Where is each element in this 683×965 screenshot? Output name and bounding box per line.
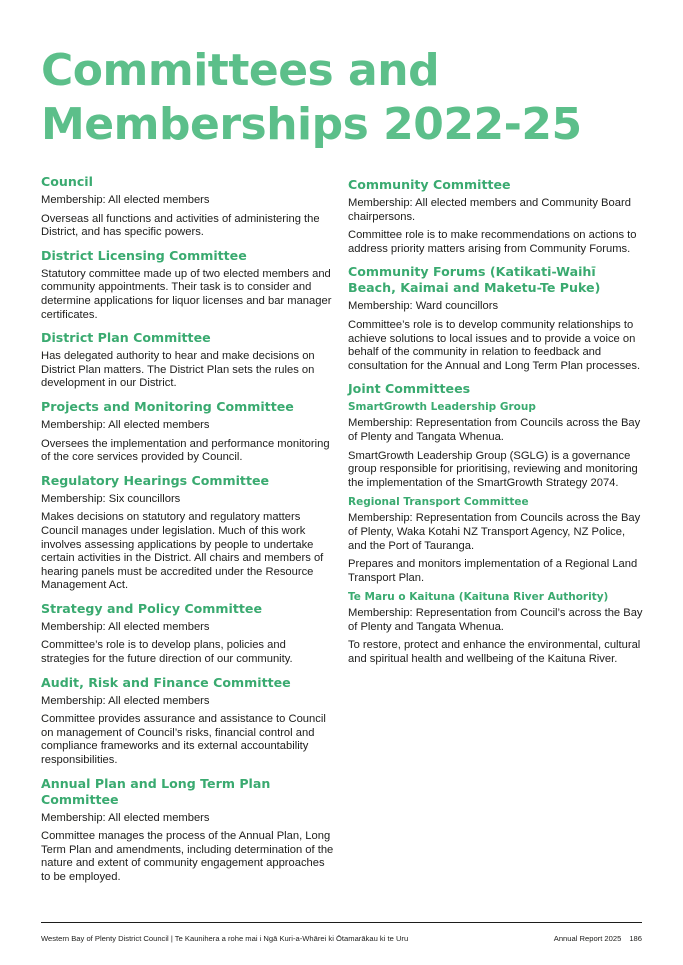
committee-text: Membership: All elected members [41, 194, 210, 206]
joint-group-text: SmartGrowth Leadership Group (SGLG) is a governance group responsible for prioritising, reviewing and monitoring the implementation of the SmartGrowth Strategy 2074. [348, 449, 638, 489]
committee-heading: District Licensing Committee [41, 247, 247, 263]
committee-text: Committee provides assurance and assistance to Council on management of Council’s risks, financial control and compliance frameworks and its external accountability responsibilities. [41, 713, 326, 767]
committee-text: Membership: All elected members [41, 620, 210, 633]
committee-district-plan [41, 330, 337, 391]
committee-community-forums [348, 264, 643, 373]
committee-text: Membership: All elected members [41, 811, 210, 824]
committee-text: Committee’s role is to develop plans, policies and strategies for the future direction of our community. [41, 639, 293, 666]
committee-text: Makes decisions on statutory and regulatory matters Council manages under legislation. Much of this work involves assessing applications by people to undertake certain activities in the District. All chairs and members of hearing panels must be accredited under the Resource Management Act. [41, 511, 324, 592]
committee-heading: Annual Plan and Long Term Plan Committee [41, 775, 271, 807]
committee-projects-monitoring [41, 399, 337, 465]
committee-heading: District Plan Committee [41, 330, 211, 346]
committee-annual-long-term-plan [41, 776, 337, 885]
committee-text: Committee’s role is to develop community relationships to achieve solutions to local issues and to provide a voice on behalf of the community in relation to feedback and consultation for the Annual and Long Term Plan processes. [348, 318, 641, 372]
page-number: 186 [629, 934, 642, 943]
joint-group-text: Membership: Representation from Councils across the Bay of Plenty and Tangata Whenua. [348, 417, 641, 443]
committee-heading: Projects and Monitoring Committee [41, 398, 294, 414]
left-column [41, 174, 337, 893]
joint-group-text: Membership: Representation from Councils across the Bay of Plenty, Waka Kotahi NZ Transport Agency, NZ Police, and the Port of Tauranga. [348, 512, 641, 552]
joint-group-heading: Te Maru o Kaituna (Kaituna River Authority) [348, 591, 609, 604]
committee-audit-risk-finance [41, 675, 337, 768]
joint-group-te-maru-o-kaituna [348, 591, 643, 666]
page-title-line-1: Committees and [41, 45, 440, 96]
committee-text: Membership: All elected members and Community Board chairpersons. [348, 197, 631, 223]
joint-group-smartgrowth [348, 401, 643, 490]
footer-report-info [554, 934, 642, 944]
joint-committees-heading: Joint Committees [348, 381, 471, 397]
committee-community [348, 177, 643, 256]
committee-heading: Community Forums (Katikati-Waihī Beach, Kaimai and Maketu-Te Puke) [348, 264, 601, 296]
committee-text: Statutory committee made up of two elected members and community appointments. Their task is to consider and determine applications for liquor licenses and bar manager certificates. [41, 267, 332, 321]
committee-heading: Regulatory Hearings Committee [41, 472, 270, 488]
committee-text: Membership: All elected members [41, 694, 210, 707]
committee-text: Membership: All elected members [41, 418, 210, 431]
joint-group-heading: Regional Transport Committee [348, 496, 529, 509]
committee-text: Has delegated authority to hear and make decisions on District Plan matters. The District Plan sets the rules on development in our District. [41, 350, 315, 390]
footer-council-name: Western Bay of Plenty District Council | Te Kaunihera a rohe mai i Ngā Kuri-a-Whārei ki Ōtamarākau ki te Uru [41, 934, 409, 943]
committee-heading: Council [41, 174, 93, 189]
committee-text: Oversees the implementation and performance monitoring of the core services provided by Council. [41, 437, 330, 464]
committee-text: Committee role is to make recommendations on actions to address priority matters arising from Community Forums. [348, 229, 637, 255]
page-title-line-2: Memberships 2022-25 [41, 99, 582, 150]
joint-group-text: Prepares and monitors implementation of a Regional Land Transport Plan. [348, 558, 638, 584]
committee-district-licensing [41, 248, 337, 322]
page-title [41, 44, 661, 152]
committee-heading: Community Committee [348, 177, 511, 192]
committee-text: Overseas all functions and activities of administering the District, and has specific powers. [41, 212, 320, 239]
committee-heading: Strategy and Policy Committee [41, 600, 262, 616]
joint-group-text: To restore, protect and enhance the environmental, cultural and spiritual health and wellbeing of the Kaituna River. [348, 639, 641, 666]
committee-council [41, 174, 337, 240]
joint-committees [348, 381, 643, 666]
joint-group-heading: SmartGrowth Leadership Group [348, 401, 536, 414]
joint-group-text: Membership: Representation from Council’s across the Bay of Plenty and Tangata Whenua. [348, 607, 643, 633]
committee-strategy-policy [41, 601, 337, 667]
committee-heading: Audit, Risk and Finance Committee [41, 674, 291, 690]
committee-text: Membership: Ward councillors [348, 300, 499, 313]
right-column [348, 177, 643, 675]
footer-divider [41, 922, 642, 923]
joint-group-regional-transport [348, 496, 643, 585]
committee-regulatory-hearings [41, 473, 337, 593]
footer-report-title: Annual Report 2025 [553, 934, 622, 943]
committee-text: Committee manages the process of the Annual Plan, Long Term Plan and amendments, including determination of the nature and extent of community engagement approaches to be employed. [41, 830, 334, 883]
committee-text: Membership: Six councillors [41, 492, 181, 505]
